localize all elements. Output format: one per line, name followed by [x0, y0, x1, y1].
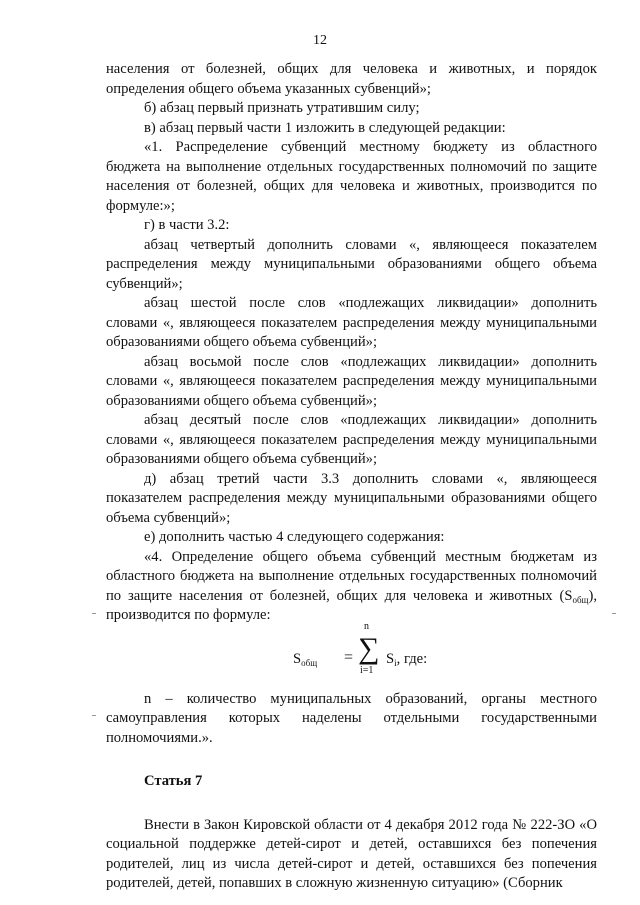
paragraph: г) в части 3.2: — [144, 217, 230, 233]
paragraph: абзац четвертый дополнить словами «, являющееся показателем распределения между муниципальными образованиями общего объема субвенций»; — [106, 236, 597, 292]
document-body — [106, 60, 597, 894]
formula-lhs-subscript: общ — [301, 657, 318, 668]
paragraph-part-4-subscript: общ — [572, 594, 589, 605]
page-number: 12 — [313, 33, 327, 48]
paragraph: населения от болезней, общих для человека и животных, и порядок определения общего объема указанных субвенций»; — [106, 61, 597, 97]
formula-rhs-subscript: i — [394, 657, 397, 668]
formula-rhs-tail: , где: — [396, 650, 428, 667]
formula-sum-lower-limit: i=1 — [360, 664, 374, 676]
formula-equals: = — [344, 648, 354, 666]
paragraph: д) абзац третий части 3.3 дополнить словами «, являющееся показателем распределения между муниципальными образованиями общего объема субвенций»; — [106, 470, 597, 526]
formula-rhs — [386, 650, 427, 670]
formula-sigma: ∑ — [358, 631, 380, 665]
article-heading: Статья 7 — [144, 773, 203, 789]
paragraph-part-4 — [106, 548, 597, 626]
paragraph: абзац десятый после слов «подлежащих ликвидации» дополнить словами «, являющееся показателем распределения между муниципальными образованиями общего объема субвенций»; — [106, 412, 597, 467]
paragraph: абзац шестой после слов «подлежащих ликвидации» дополнить словами «, являющееся показателем распределения между муниципальными образованиями общего объема субвенций»; — [106, 295, 597, 350]
scan-mark — [612, 613, 616, 614]
paragraph-part-4-tail: ), производится по формуле: — [106, 587, 597, 623]
paragraph: е) дополнить частью 4 следующего содержания: — [144, 529, 445, 545]
formula-sum-upper-limit: n — [364, 620, 369, 632]
article-7-paragraph: Внести в Закон Кировской области от 4 декабря 2012 года № 222-ЗО «О социальной поддержке детей-сирот и детей, оставшихся без попечения родителей, лиц из числа детей-сирот и детей, оставшихся без попечения родителей, детей, попавших в сложную жизненную ситуацию» (Сборник — [106, 816, 597, 891]
n-definition: n – количество муниципальных образований, органы местного самоуправления которых наделены отдельными государственными полномочиями.». — [106, 690, 597, 746]
scan-mark — [92, 613, 96, 614]
formula-lhs-main: S — [293, 650, 302, 667]
sum-formula — [106, 620, 597, 690]
paragraph-part-4-text: «4. Определение общего объема субвенций местным бюджетам из областного бюджета на выполнение отдельных государственных полномочий по защите населения от болезней, общих для человека и животных (S — [106, 548, 597, 604]
formula-lhs — [293, 650, 317, 670]
formula-rhs-main: S — [386, 650, 395, 667]
paragraph: абзац восьмой после слов «подлежащих ликвидации» дополнить словами «, являющееся показателем распределения между муниципальными образованиями общего объема субвенций»; — [106, 353, 597, 409]
paragraph: «1. Распределение субвенций местному бюджету из областного бюджета на выполнение отдельных государственных полномочий по защите населения от болезней, общих для человека и животных, производится по формуле:»; — [106, 139, 597, 214]
scan-mark — [92, 715, 96, 716]
paragraph: в) абзац первый части 1 изложить в следующей редакции: — [144, 119, 506, 136]
paragraph: б) абзац первый признать утратившим силу; — [144, 100, 420, 116]
